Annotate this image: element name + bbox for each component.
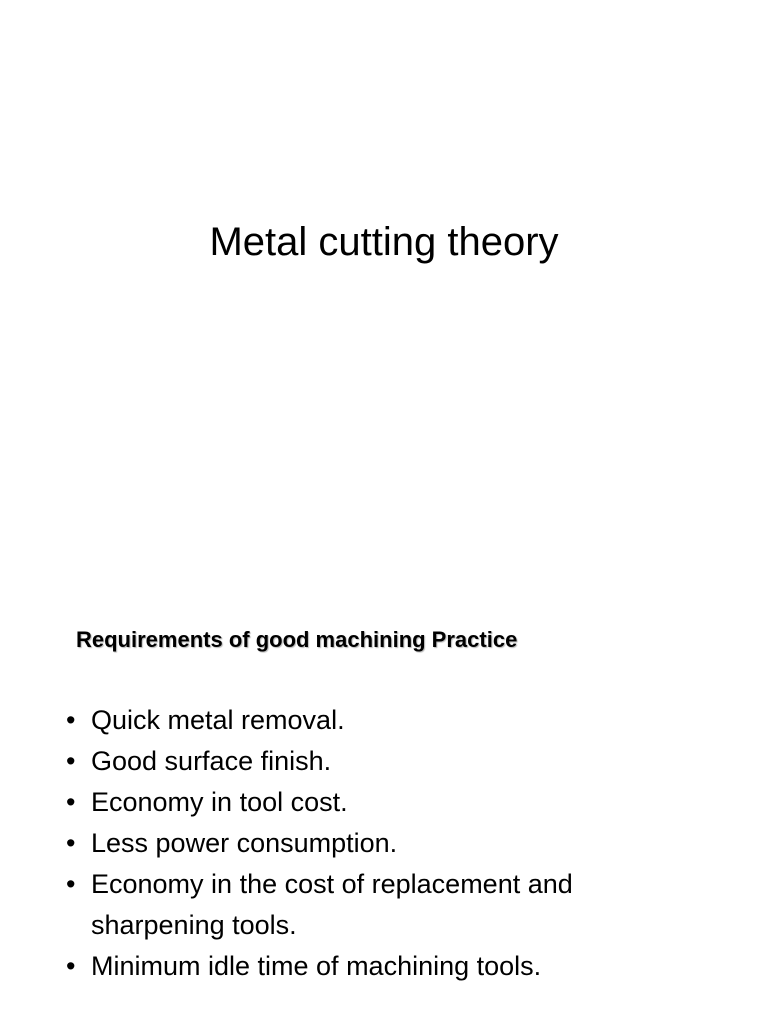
- list-item-text: Minimum idle time of machining tools.: [91, 951, 542, 981]
- bullet-icon: •: [66, 746, 76, 776]
- bullet-icon: •: [66, 705, 76, 735]
- list-item-text: Quick metal removal.: [91, 705, 345, 735]
- bullet-icon: •: [66, 869, 76, 899]
- list-item-text: Economy in tool cost.: [91, 787, 348, 817]
- list-item: [66, 700, 746, 741]
- slide-title: Metal cutting theory: [209, 220, 559, 264]
- bullet-icon: •: [66, 787, 76, 817]
- bullet-icon: •: [66, 828, 76, 858]
- list-item: [66, 864, 746, 946]
- list-item-text: Economy in the cost of replacement and sharpening tools.: [91, 869, 573, 940]
- list-item: [66, 823, 746, 864]
- bullet-icon: •: [66, 951, 76, 981]
- section-heading: Requirements of good machining Practice: [76, 627, 518, 652]
- requirements-list: [66, 700, 746, 987]
- list-item: [66, 946, 746, 987]
- list-item: [66, 741, 746, 782]
- list-item-text: Good surface finish.: [91, 746, 332, 776]
- list-item-text: Less power consumption.: [91, 828, 398, 858]
- list-item: [66, 782, 746, 823]
